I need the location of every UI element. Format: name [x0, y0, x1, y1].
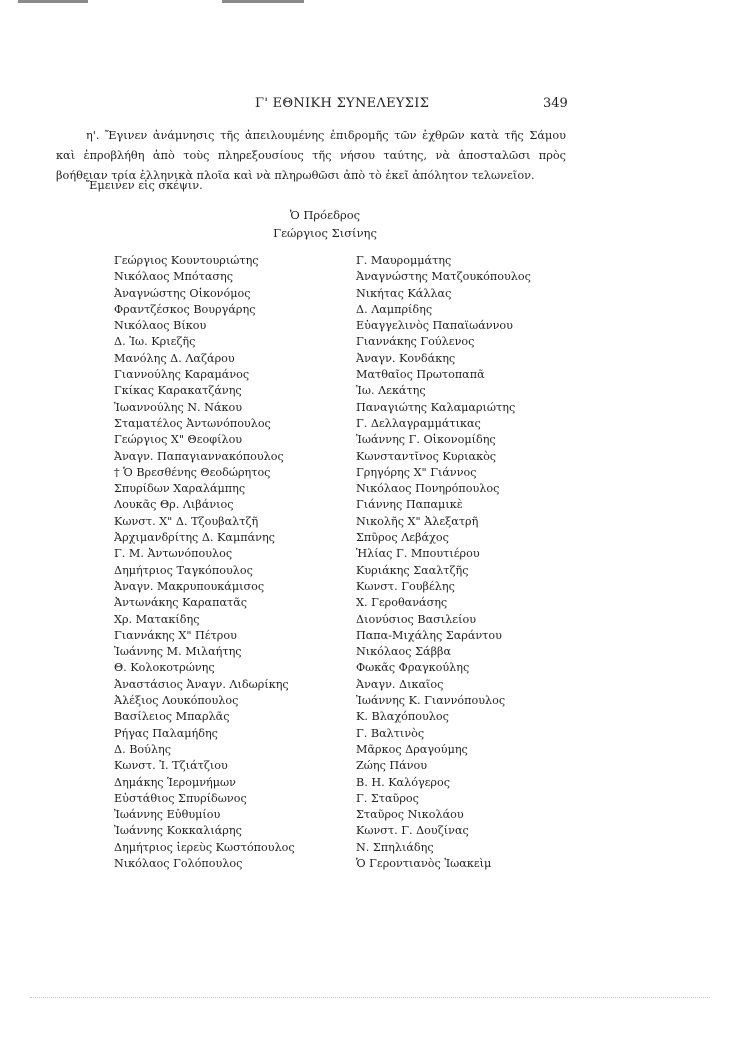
signatories-right-column — [356, 253, 531, 872]
signatory-name: Γεώργιος Κουντουριώτης — [114, 254, 259, 267]
signatory-name: Ἀναστάσιος Ἀναγν. Λιδωρίκης — [114, 677, 289, 691]
signatory-name: Ἀναγν. Δικαῖος — [356, 677, 444, 691]
signatory-name: Παναγιώτης Καλαμαριώτης — [356, 400, 516, 414]
signatory-name: Ἡλίας Γ. Μπουτιέρου — [356, 547, 480, 561]
signatory-name: Λουκᾶς Θρ. Λιβάνιος — [114, 498, 234, 512]
signatory-name: Νικήτας Κάλλας — [356, 286, 452, 300]
signatory-name: Ἰωάννης Γ. Οἰκονομίδης — [356, 433, 496, 447]
signatory-name: Γιαννούλης Καραμάνος — [114, 368, 250, 382]
signatories-left-column — [114, 253, 295, 872]
signatory-name: Νικόλαος Βίκου — [114, 319, 207, 333]
signatory-name: Νικόλαος Γολόπουλος — [114, 856, 243, 870]
signatory-name: † Ὁ Βρεσθένης Θεοδώρητος — [114, 465, 271, 479]
signatory-name: Φωκᾶς Φραγκούλης — [356, 661, 470, 675]
signatory-name: Δημήτριος ἱερεὺς Κωστόπουλος — [114, 840, 295, 854]
signatory-name: Β. Η. Καλόγερος — [356, 775, 451, 789]
signatory-name: Ἀλέξιος Λουκόπουλος — [114, 694, 239, 708]
signatory-name: Ἀντωνάκης Καραπατᾶς — [114, 596, 248, 610]
president-name: Γεώργιος Σισίνης — [273, 226, 377, 240]
signatory-name: Ἰωάννης Εὐθυμίου — [114, 808, 221, 822]
signatory-name: Ἰωάννης Κοκκαλιάρης — [114, 824, 242, 838]
signatory-name: Βασίλειος Μπαρλᾶς — [114, 710, 230, 724]
signatory-name: Παπα-Μιχάλης Σαράντου — [356, 628, 502, 642]
signatory-name: Δημήτριος Ταγκόπουλος — [114, 563, 253, 577]
signatory-name: Κυριάκης Σααλτζῆς — [356, 563, 469, 577]
signatory-name: Μᾶρκος Δραγούμης — [356, 742, 468, 756]
signatory-name: Διονύσιος Βασιλείου — [356, 612, 476, 626]
signatory-name: Ἀρχιμανδρίτης Δ. Καμπάνης — [114, 531, 275, 545]
signatory-name: Σταματέλος Ἀντωνόπουλος — [114, 416, 271, 430]
signatory-name: Κωνστ. Ἰ. Τζιάτζιου — [114, 759, 228, 773]
page-number: 349 — [543, 96, 568, 111]
signatory-name: Δ. Λαμπρίδης — [356, 302, 433, 316]
signatory-name: Γκίκας Καρακατζάνης — [114, 384, 242, 398]
signatory-name: Εὐστάθιος Σπυρίδωνος — [114, 791, 247, 805]
signatory-name: Νικολῆς Χ" Ἀλεξατρῆ — [356, 514, 479, 528]
signatory-name: Ματθαῖος Πρωτοπαπᾶ — [356, 368, 485, 382]
signatory-name: Κωνστ. Γουβέλης — [356, 579, 455, 593]
signatory-name: Ἰωάννης Μ. Μιλαήτης — [114, 645, 242, 659]
signatory-name: Ζώης Πάνου — [356, 759, 428, 773]
signatory-name: Χρ. Ματακίδης — [114, 612, 200, 626]
signatory-name: Ἰωάννης Κ. Γιαννόπουλος — [356, 694, 506, 708]
signatory-name: Γιαννάκης Χ" Πέτρου — [114, 628, 237, 642]
running-header-title: Γ' ΕΘΝΙΚΗ ΣΥΝΕΛΕΥΣΙΣ — [255, 96, 430, 111]
scan-edge-mark — [18, 0, 88, 3]
scan-edge-mark — [222, 0, 304, 3]
signatory-name: Γ. Μ. Ἀντωνόπουλος — [114, 547, 233, 561]
signatory-name: Γ. Βαλτινὸς — [356, 726, 425, 740]
signatory-name: Ρήγας Παλαμήδης — [114, 726, 218, 740]
signatory-name: Γιάννης Παπαμικὲ — [356, 498, 463, 512]
signatory-name: Ὁ Γεροντιανὸς Ἰωακεὶμ — [356, 856, 492, 870]
signatory-name: Κωνστ. Γ. Δουζίνας — [356, 824, 469, 838]
signatory-name: Ἰωαννούλης Ν. Νάκου — [114, 400, 243, 414]
signatory-name: Κωνστ. Χ" Δ. Τζουβαλτζῆ — [114, 514, 259, 528]
signatory-name: Ἀναγν. Παπαγιαννακόπουλος — [114, 449, 284, 463]
signatory-name: Φραντζέσκος Βουργάρης — [114, 302, 256, 316]
signatory-name: Δ. Ἰω. Κριεζῆς — [114, 335, 196, 349]
signatory-name: Γ. Σταῦρος — [356, 791, 419, 805]
signatory-name: Ἀναγν. Μακρυπουκάμισος — [114, 579, 265, 593]
signatory-name: Γρηγόρης Χ" Γιάννος — [356, 465, 477, 479]
signatory-name: Ἀναγνώστης Οἰκονόμος — [114, 286, 251, 300]
signatory-name: Μανόλης Δ. Λαζάρου — [114, 351, 235, 365]
signatory-name: Δημάκης Ἱερομνήμων — [114, 775, 236, 789]
signatory-name: Κ. Βλαχόπουλος — [356, 710, 449, 724]
signatory-name: Κωνσταντῖνος Κυριακὸς — [356, 449, 497, 463]
signatory-name: Σπυρίδων Χαραλάμπης — [114, 482, 246, 496]
body-paragraph: η'. Ἔγινεν ἀνάμνησις τῆς ἀπειλουμένης ἐπιδρομῆς τῶν ἐχθρῶν κατὰ τῆς Σάμου καὶ ἐπροβλήθη ἀπὸ τοὺς πληρεξουσίους τῆς νήσου ταύτης, νὰ ἀποσταλῶσι πρὸς βοήθειαν τρία ἑλληνικὰ πλοῖα καὶ νὰ πληρωθῶσι ἀπὸ τὸ ἐκεῖ ἀπόλητον τελωνεῖον. — [56, 129, 566, 182]
signatory-name: Σταῦρος Νικολάου — [356, 808, 464, 822]
signatory-name: Χ. Γεροθανάσης — [356, 596, 448, 610]
signatory-name: Νικόλαος Μπότασης — [114, 270, 233, 284]
signatory-name: Σπῦρος Λεβάχος — [356, 531, 449, 545]
signatory-name: Δ. Βούλης — [114, 742, 172, 756]
signatory-name: Εὐαγγελινὸς Παπαϊωάννου — [356, 319, 513, 333]
signatory-name: Γ. Δελλαγραμμάτικας — [356, 416, 481, 430]
signatory-name: Ἰω. Λεκάτης — [356, 384, 426, 398]
signatory-name: Γεώργιος Χ" Θεοφίλου — [114, 433, 243, 447]
body-paragraph: Ἔμεινεν εἰς σκέψιν. — [86, 179, 203, 192]
signatory-name: Ἀναγνώστης Ματζουκόπουλος — [356, 270, 531, 284]
signatory-name: Νικόλαος Πονηρόπουλος — [356, 482, 500, 496]
signatory-name: Θ. Κολοκοτρώνης — [114, 661, 215, 675]
president-title: Ὁ Πρόεδρος — [289, 208, 361, 222]
signatory-name: Ν. Σπηλιάδης — [356, 840, 434, 854]
scan-noise-line — [30, 997, 710, 999]
signatory-name: Ἀναγν. Κονδάκης — [356, 351, 456, 365]
signatory-name: Γιαννάκης Γούλενος — [356, 335, 475, 349]
signatory-name: Νικόλαος Σάββα — [356, 645, 452, 659]
signatory-name: Γ. Μαυρομμάτης — [356, 254, 452, 267]
